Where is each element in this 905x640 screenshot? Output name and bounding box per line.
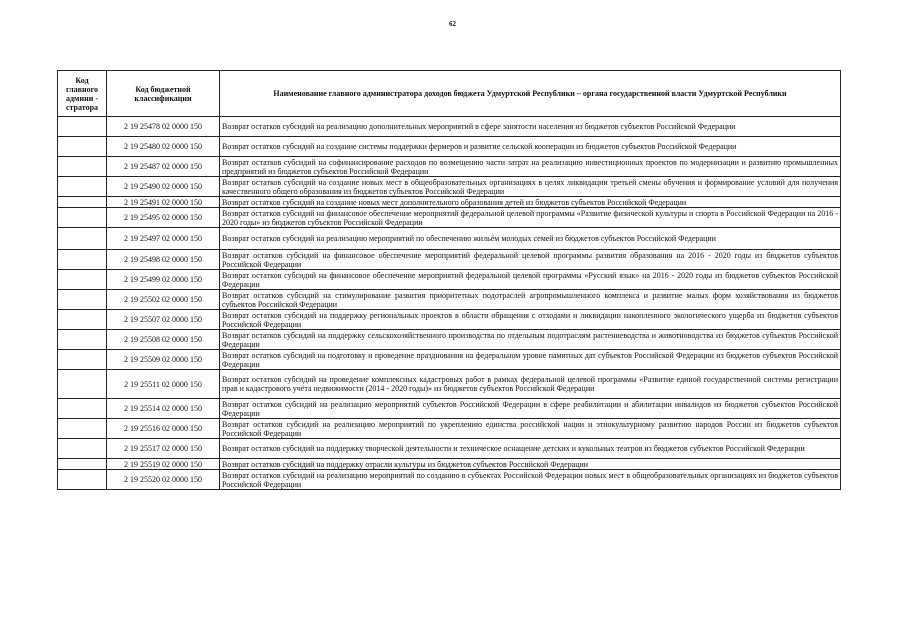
table-row	[58, 370, 841, 399]
table-row	[58, 419, 841, 439]
name-cell: Возврат остатков субсидий на поддержку региональных проектов в области обращения с отходами и ликвидации накопленного экологического ущерба из бюджетов субъектов Российской Федерации	[220, 310, 841, 330]
header-administrator-name: Наименование главного администратора доходов бюджета Удмуртской Республики – органа государственной власти Удмуртской Республики	[220, 71, 841, 117]
budget-code-cell: 2 19 25509 02 0000 150	[107, 350, 220, 370]
table-row	[58, 250, 841, 270]
admin-code-cell	[58, 439, 107, 459]
admin-code-cell	[58, 470, 107, 490]
table-row	[58, 197, 841, 208]
admin-code-cell	[58, 157, 107, 177]
budget-code-cell: 2 19 25516 02 0000 150	[107, 419, 220, 439]
name-cell: Возврат остатков субсидий на поддержку отрасли культуры из бюджетов субъектов Российской Федерации	[220, 459, 841, 470]
budget-code-cell: 2 19 25508 02 0000 150	[107, 330, 220, 350]
name-cell: Возврат остатков субсидий на финансовое обеспечение мероприятий федеральной целевой программы «Русский язык» на 2016 - 2020 годы из бюджетов субъектов Российской Федерации	[220, 270, 841, 290]
name-cell: Возврат остатков субсидий на реализацию дополнительных мероприятий в сфере занятости населения из бюджетов субъектов Российской Федерации	[220, 117, 841, 137]
admin-code-cell	[58, 350, 107, 370]
budget-code-cell: 2 19 25487 02 0000 150	[107, 157, 220, 177]
name-cell: Возврат остатков субсидий на софинансирование расходов по возмещению части затрат на реализацию инвестиционных проектов по модернизации и развитию промышленных предприятий из бюджетов субъектов Российской Федерации	[220, 157, 841, 177]
budget-code-cell: 2 19 25519 02 0000 150	[107, 459, 220, 470]
admin-code-cell	[58, 399, 107, 419]
budget-code-cell: 2 19 25478 02 0000 150	[107, 117, 220, 137]
page-number: 62	[449, 20, 456, 28]
revenue-administrators-table	[57, 70, 841, 490]
header-budget-code: Код бюджетной классификации	[107, 71, 220, 117]
table-row	[58, 459, 841, 470]
budget-code-cell: 2 19 25511 02 0000 150	[107, 370, 220, 399]
admin-code-cell	[58, 177, 107, 197]
name-cell: Возврат остатков субсидий на реализацию мероприятий субъектов Российской Федерации в сфере реабилитации и абилитации инвалидов из бюджетов субъектов Российской Федерации	[220, 399, 841, 419]
budget-code-cell: 2 19 25480 02 0000 150	[107, 137, 220, 157]
admin-code-cell	[58, 290, 107, 310]
name-cell: Возврат остатков субсидий на стимулирование развития приоритетных подотраслей агропромышленного комплекса и развитие малых форм хозяйствования из бюджетов субъектов Российской Федерации	[220, 290, 841, 310]
table-row	[58, 399, 841, 419]
header-admin-code: Код главного админи - стратора	[58, 71, 107, 117]
table-row	[58, 137, 841, 157]
admin-code-cell	[58, 250, 107, 270]
admin-code-cell	[58, 310, 107, 330]
table-body	[58, 117, 841, 490]
budget-code-cell: 2 19 25514 02 0000 150	[107, 399, 220, 419]
name-cell: Возврат остатков субсидий на поддержку творческой деятельности и техническое оснащение детских и кукольных театров из бюджетов субъектов Российской Федерации	[220, 439, 841, 459]
table-row	[58, 117, 841, 137]
budget-code-cell: 2 19 25502 02 0000 150	[107, 290, 220, 310]
admin-code-cell	[58, 228, 107, 250]
name-cell: Возврат остатков субсидий на реализацию мероприятий по укреплению единства российской нации и этнокультурному развитию народов России из бюджетов субъектов Российской Федерации	[220, 419, 841, 439]
admin-code-cell	[58, 197, 107, 208]
budget-code-cell: 2 19 25490 02 0000 150	[107, 177, 220, 197]
admin-code-cell	[58, 117, 107, 137]
name-cell: Возврат остатков субсидий на подготовку и проведение празднования на федеральном уровне памятных дат субъектов Российской Федерации из бюджетов субъектов Российской Федерации	[220, 350, 841, 370]
budget-code-cell: 2 19 25491 02 0000 150	[107, 197, 220, 208]
admin-code-cell	[58, 370, 107, 399]
budget-code-cell: 2 19 25517 02 0000 150	[107, 439, 220, 459]
table-header-row	[58, 71, 841, 117]
admin-code-cell	[58, 459, 107, 470]
name-cell: Возврат остатков субсидий на финансовое обеспечение мероприятий федеральной целевой программы развития образования на 2016 - 2020 годы из бюджетов субъектов Российской Федерации	[220, 250, 841, 270]
admin-code-cell	[58, 419, 107, 439]
table-row	[58, 177, 841, 197]
table-row	[58, 470, 841, 490]
table-row	[58, 228, 841, 250]
name-cell: Возврат остатков субсидий на финансовое обеспечение мероприятий федеральной целевой программы «Развитие физической культуры и спорта в Российской Федерации на 2016 - 2020 годы» из бюджетов субъектов Российской Федерации	[220, 208, 841, 228]
table-row	[58, 439, 841, 459]
budget-code-cell: 2 19 25498 02 0000 150	[107, 250, 220, 270]
admin-code-cell	[58, 137, 107, 157]
name-cell: Возврат остатков субсидий на реализацию мероприятий по созданию в субъектах Российской Федерации новых мест в общеобразовательных организациях из бюджетов субъектов Российской Федерации	[220, 470, 841, 490]
budget-code-cell: 2 19 25495 02 0000 150	[107, 208, 220, 228]
table-row	[58, 290, 841, 310]
name-cell: Возврат остатков субсидий на создание системы поддержки фермеров и развитие сельской кооперации из бюджетов субъектов Российской Федерации	[220, 137, 841, 157]
name-cell: Возврат остатков субсидий на реализацию мероприятий по обеспечению жильём молодых семей из бюджетов субъектов Российской Федерации	[220, 228, 841, 250]
admin-code-cell	[58, 330, 107, 350]
budget-code-cell: 2 19 25499 02 0000 150	[107, 270, 220, 290]
budget-code-cell: 2 19 25507 02 0000 150	[107, 310, 220, 330]
table-row	[58, 310, 841, 330]
name-cell: Возврат остатков субсидий на создание новых мест в общеобразовательных организациях в целях ликвидации третьей смены обучения и формирование условий для получения качественного общего образования из бюджетов субъектов Российской Федерации	[220, 177, 841, 197]
budget-code-cell: 2 19 25520 02 0000 150	[107, 470, 220, 490]
table-row	[58, 330, 841, 350]
budget-code-cell: 2 19 25497 02 0000 150	[107, 228, 220, 250]
name-cell: Возврат остатков субсидий на создание новых мест дополнительного образования детей из бюджетов субъектов Российской Федерации	[220, 197, 841, 208]
table-row	[58, 208, 841, 228]
admin-code-cell	[58, 270, 107, 290]
table-row	[58, 350, 841, 370]
name-cell: Возврат остатков субсидий на проведение комплексных кадастровых работ в рамках федеральной целевой программы «Развитие единой государственной системы регистрации прав и кадастрового учёта недвижимости (2014 - 2020 годы)» из бюджетов субъектов Российской Федерации	[220, 370, 841, 399]
table-row	[58, 270, 841, 290]
table-row	[58, 157, 841, 177]
admin-code-cell	[58, 208, 107, 228]
name-cell: Возврат остатков субсидий на поддержку сельскохозяйственного производства по отдельным подотраслям растениеводства и животноводства из бюджетов субъектов Российской Федерации	[220, 330, 841, 350]
